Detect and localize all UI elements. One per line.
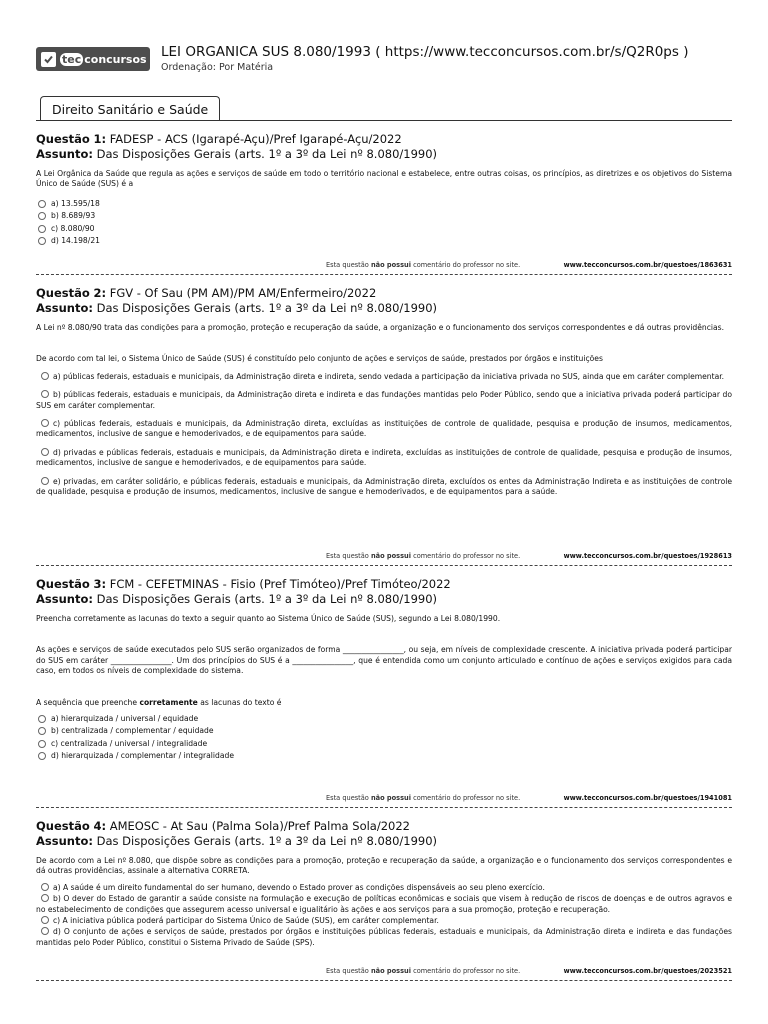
radio-icon[interactable] — [41, 419, 49, 427]
question-separator — [36, 980, 732, 981]
question-statement: De acordo com a Lei nº 8.080, que dispõe sobre as condições para a promoção, proteção e recuperação da saúde, a organização e o funcionamento dos serviços correspondentes e dá outras providências, assinale a alternativa CORRETA. — [36, 856, 732, 876]
option-d[interactable]: d) O conjunto de ações e serviços de saúde, prestados por órgãos e instituições públicas federais, estaduais e municipais, da Administração direta e indireta e das fundações mantidas pelo Poder Público, constitui o Sistema Privado de Saúde (SPS). — [36, 927, 732, 947]
comment-note: Esta questão não possui comentário do professor no site. — [326, 967, 521, 975]
radio-icon[interactable] — [41, 916, 49, 924]
option-c[interactable]: c) A iniciativa pública poderá participar do Sistema Único de Saúde (SUS), em caráter complementar. — [36, 916, 732, 926]
question-separator — [36, 274, 732, 275]
radio-icon[interactable] — [38, 200, 46, 208]
option-c[interactable]: c) centralizada / universal / integralidade — [36, 739, 732, 749]
option-b[interactable]: b) O dever do Estado de garantir a saúde consiste na formulação e execução de políticas econômicas e sociais que visem à redução de riscos de doenças e de outros agravos e no estabelecimento de condições que assegurem acesso universal e igualitário às ações e aos serviços para a sua promoção, proteção e recuperação. — [36, 894, 732, 914]
question-statement: A Lei nº 8.080/90 trata das condições para a promoção, proteção e recuperação da saúde, a organização e o funcionamento dos serviços correspondentes e dá outras providências. — [36, 323, 725, 332]
question-statement: Preencha corretamente as lacunas do texto a seguir quanto ao Sistema Único de Saúde (SUS), segundo a Lei 8.080/1990. — [36, 614, 501, 623]
option-b[interactable]: b) públicas federais, estaduais e municipais, da Administração direta e indireta e das fundações mantidas pelo Poder Público, sendo que a iniciativa privada poderá participar do SUS em caráter complementar. — [36, 390, 732, 410]
option-e[interactable]: e) privadas, em caráter solidário, e públicas federais, estaduais e municipais, da Administração direta, excluídos os entes da Administração Indireta e as instituições de controle de qualidade, pesquisa e produção de insumos, medicamentos, inclusive de sangue e hemoderivados, e de equipamentos para a saúde. — [36, 476, 732, 497]
option-b[interactable]: b) 8.689/93 — [36, 211, 732, 221]
radio-icon[interactable] — [41, 390, 49, 398]
radio-icon[interactable] — [38, 715, 46, 723]
question-4 — [36, 819, 732, 948]
question-link[interactable]: www.tecconcursos.com.br/questoes/1928613 — [563, 552, 732, 560]
tecconcursos-logo[interactable] — [36, 47, 150, 71]
question-footer — [36, 261, 732, 271]
comment-note: Esta questão não possui comentário do professor no site. — [326, 794, 521, 802]
comment-note: Esta questão não possui comentário do professor no site. — [326, 552, 521, 560]
question-source-line: Questão 3: FCM - CEFETMINAS - Fisio (Pref Timóteo)/Pref Timóteo/2022 — [36, 577, 451, 591]
radio-icon[interactable] — [38, 740, 46, 748]
document-ordering: Ordenação: Por Matéria — [161, 62, 274, 73]
question-source-line: Questão 1: FADESP - ACS (Igarapé-Açu)/Pref Igarapé-Açu/2022 — [36, 132, 402, 146]
question-separator — [36, 565, 732, 566]
option-c[interactable]: c) públicas federais, estaduais e municipais, da Administração direta, excluídas as instituições de controle de qualidade, pesquisa e produção de insumos, medicamentos, medicamentos, inclusive de sangue e hemoderivados, e de equipamentos para saúde. — [36, 419, 732, 439]
radio-icon[interactable] — [41, 883, 49, 891]
option-a[interactable]: a) públicas federais, estaduais e municipais, da Administração direta e indireta, sendo vedada a participação da iniciativa privada no SUS, ainda que em caráter complementar. — [36, 372, 732, 382]
option-a[interactable]: a) 13.595/18 — [36, 199, 732, 209]
question-subject-line: Assunto: Das Disposições Gerais (arts. 1º a 3º da Lei nº 8.080/1990) — [36, 592, 438, 606]
section-divider — [36, 120, 732, 121]
radio-icon[interactable] — [41, 372, 49, 380]
option-d[interactable]: d) 14.198/21 — [36, 236, 732, 246]
option-a[interactable]: a) A saúde é um direito fundamental do ser humano, devendo o Estado prover as condições dispensáveis ao seu pleno exercício. — [36, 883, 732, 893]
question-statement: De acordo com tal lei, o Sistema Único de Saúde (SUS) é constituído pelo conjunto de ações e serviços de saúde, prestados por órgãos e instituições — [36, 354, 603, 364]
question-separator — [36, 807, 732, 808]
option-d[interactable]: d) privadas e públicas federais, estaduais e municipais, da Administração direta e indireta, excluídas as instituições de controle de qualidade, pesquisa e produção de insumos, medicamentos, inclusive de sangue e hemoderivados, e de equipamentos para saúde. — [36, 447, 732, 468]
question-footer — [36, 794, 732, 804]
check-icon — [41, 52, 56, 67]
question-source-line: Questão 4: AMEOSC - At Sau (Palma Sola)/Pref Palma Sola/2022 — [36, 819, 410, 833]
radio-icon[interactable] — [38, 225, 46, 233]
question-3 — [36, 577, 732, 762]
section-tab: Direito Sanitário e Saúde — [40, 96, 220, 120]
question-statement: A Lei Orgânica da Saúde que regula as ações e serviços de saúde em todo o território nacional e estabelece, entre outras coisas, os princípios, as diretrizes e os objetivos do Sistema Único de Saúde (SUS) é a — [36, 169, 732, 189]
option-b[interactable]: b) centralizada / complementar / equidade — [36, 726, 732, 736]
radio-icon[interactable] — [38, 752, 46, 760]
question-link[interactable]: www.tecconcursos.com.br/questoes/1941081 — [563, 794, 732, 802]
question-1 — [36, 132, 732, 246]
option-d[interactable]: d) hierarquizada / complementar / integralidade — [36, 751, 732, 761]
question-subject-line: Assunto: Das Disposições Gerais (arts. 1º a 3º da Lei nº 8.080/1990) — [36, 301, 438, 315]
document-title: LEI ORGANICA SUS 8.080/1993 ( https://www.tecconcursos.com.br/s/Q2R0ps ) — [161, 44, 689, 60]
option-a[interactable]: a) hierarquizada / universal / equidade — [36, 714, 732, 724]
radio-icon[interactable] — [41, 894, 49, 902]
radio-icon[interactable] — [38, 237, 46, 245]
radio-icon[interactable] — [41, 448, 49, 456]
question-link[interactable]: www.tecconcursos.com.br/questoes/2023521 — [563, 967, 732, 975]
radio-icon[interactable] — [38, 727, 46, 735]
question-source-line: Questão 2: FGV - Of Sau (PM AM)/PM AM/Enfermeiro/2022 — [36, 286, 377, 300]
question-subject-line: Assunto: Das Disposições Gerais (arts. 1º a 3º da Lei nº 8.080/1990) — [36, 834, 438, 848]
radio-icon[interactable] — [41, 477, 49, 485]
document-header — [36, 42, 736, 76]
question-footer — [36, 552, 732, 562]
comment-note: Esta questão não possui comentário do professor no site. — [326, 261, 521, 269]
question-prompt: A sequência que preenche corretamente as lacunas do texto é — [36, 697, 282, 707]
radio-icon[interactable] — [38, 212, 46, 220]
question-link[interactable]: www.tecconcursos.com.br/questoes/1863631 — [563, 261, 732, 269]
option-c[interactable]: c) 8.080/90 — [36, 224, 732, 234]
logo-text: tec concursos — [62, 52, 147, 66]
question-subject-line: Assunto: Das Disposições Gerais (arts. 1º a 3º da Lei nº 8.080/1990) — [36, 147, 438, 161]
radio-icon[interactable] — [41, 927, 49, 935]
question-footer — [36, 967, 732, 977]
question-2 — [36, 286, 732, 497]
question-statement: As ações e serviços de saúde executados pelo SUS serão organizados de forma ________________, ou seja, em níveis de complexidade crescente. A iniciativa privada poderá participar do SUS em caráter ________________. Um dos princípios do SUS é a ________________, que é entendida como um conjunto articulado e contínuo de ações e serviços exigidos para cada caso, em todos os níveis de complexidade do sistema. — [36, 645, 732, 676]
